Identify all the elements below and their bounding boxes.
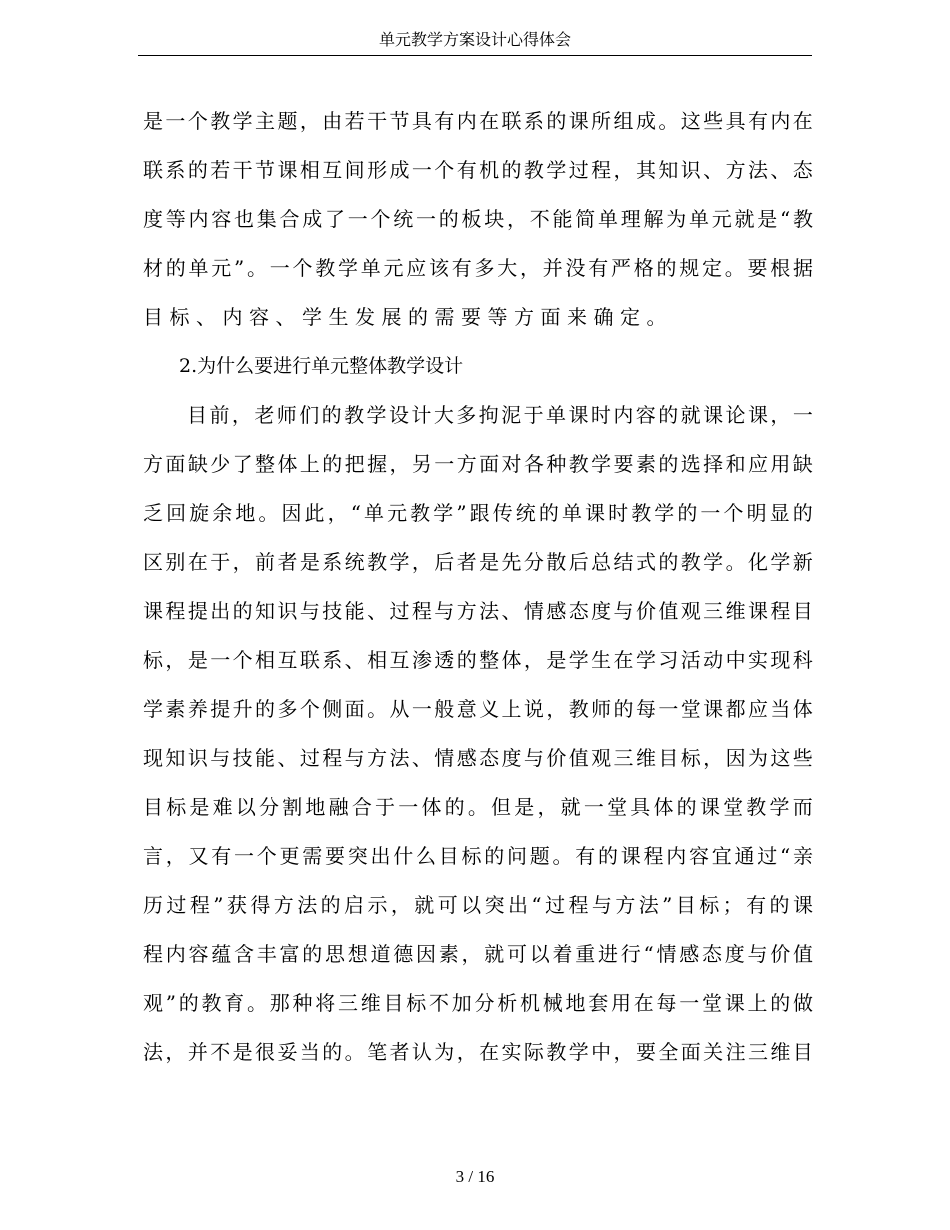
header-divider <box>138 55 812 56</box>
paragraph-line: 学 素 养 提 升 的 多 个 侧 面 。 从 一 般 意 义 上 说 ， 教 师 的 每 一 堂 课 都 应 当 体 <box>143 697 813 721</box>
paragraph-line: 言 ， 又 有 一 个 更 需 要 突 出 什 么 目 标 的 问 题 。 有 的 课 程 内 容 宜 通 过 “ 亲 <box>143 844 813 868</box>
paragraph-line: 乏 回 旋 余 地 。 因 此 ， “ 单 元 教 学 ” 跟 传 统 的 单 课 时 教 学 的 一 个 明 显 的 <box>143 501 813 525</box>
paragraph-line: 目 标 是 难 以 分 割 地 融 合 于 一 体 的 。 但 是 ， 就 一 堂 具 体 的 课 堂 教 学 而 <box>143 795 813 819</box>
paragraph-line: 联 系 的 若 干 节 课 相 互 间 形 成 一 个 有 机 的 教 学 过 程 ， 其 知 识 、 方 法 、 态 <box>143 158 813 182</box>
section-heading: 2.为什么要进行单元整体教学设计 <box>179 355 464 377</box>
paragraph-line: 方 面 缺 少 了 整 体 上 的 把 握 ， 另 一 方 面 对 各 种 教 学 要 素 的 选 择 和 应 用 缺 <box>143 452 813 476</box>
paragraph-line: 现 知 识 与 技 能 、 过 程 与 方 法 、 情 感 态 度 与 价 值 观 三 维 目 标 ， 因 为 这 些 <box>143 746 813 770</box>
paragraph-line: 标 ， 是 一 个 相 互 联 系 、 相 互 渗 透 的 整 体 ， 是 学 生 在 学 习 活 动 中 实 现 科 <box>143 648 813 672</box>
paragraph-line: 度 等 内 容 也 集 合 成 了 一 个 统 一 的 板 块 ， 不 能 简 单 理 解 为 单 元 就 是 “ 教 <box>143 207 813 231</box>
paragraph-line: 材 的 单 元 ” 。 一 个 教 学 单 元 应 该 有 多 大 ， 并 没 有 严 格 的 规 定 。 要 根 据 <box>143 256 813 280</box>
paragraph-line: 历 过 程 ” 获 得 方 法 的 启 示 ， 就 可 以 突 出 “ 过 程 与 方 法 ” 目 标 ； 有 的 课 <box>143 893 813 917</box>
page-header-title: 单元教学方案设计心得体会 <box>378 30 571 49</box>
paragraph-line: 目 前 ， 老 师 们 的 教 学 设 计 大 多 拘 泥 于 单 课 时 内 容 的 就 课 论 课 ， 一 <box>187 403 813 427</box>
document-body <box>143 97 813 1077</box>
paragraph-line: 法 ， 并 不 是 很 妥 当 的 。 笔 者 认 为 ， 在 实 际 教 学 中 ， 要 全 面 关 注 三 维 目 <box>143 1040 813 1064</box>
paragraph-line: 程 内 容 蕴 含 丰 富 的 思 想 道 德 因 素 ， 就 可 以 着 重 进 行 “ 情 感 态 度 与 价 值 <box>143 942 813 966</box>
paragraph-line: 观 ” 的 教 育 。 那 种 将 三 维 目 标 不 加 分 析 机 械 地 套 用 在 每 一 堂 课 上 的 做 <box>143 991 813 1015</box>
paragraph-line: 区 别 在 于 ， 前 者 是 系 统 教 学 ， 后 者 是 先 分 散 后 总 结 式 的 教 学 。 化 学 新 <box>143 550 813 574</box>
paragraph-line: 是 一 个 教 学 主 题 ， 由 若 干 节 具 有 内 在 联 系 的 课 所 组 成 。 这 些 具 有 内 在 <box>143 109 813 133</box>
paragraph-line: 目标、内容、学生发展的需要等方面来确定。 <box>143 305 673 329</box>
page-number: 3 / 16 <box>455 1167 495 1186</box>
paragraph-line: 课 程 提 出 的 知 识 与 技 能 、 过 程 与 方 法 、 情 感 态 度 与 价 值 观 三 维 课 程 目 <box>143 599 813 623</box>
